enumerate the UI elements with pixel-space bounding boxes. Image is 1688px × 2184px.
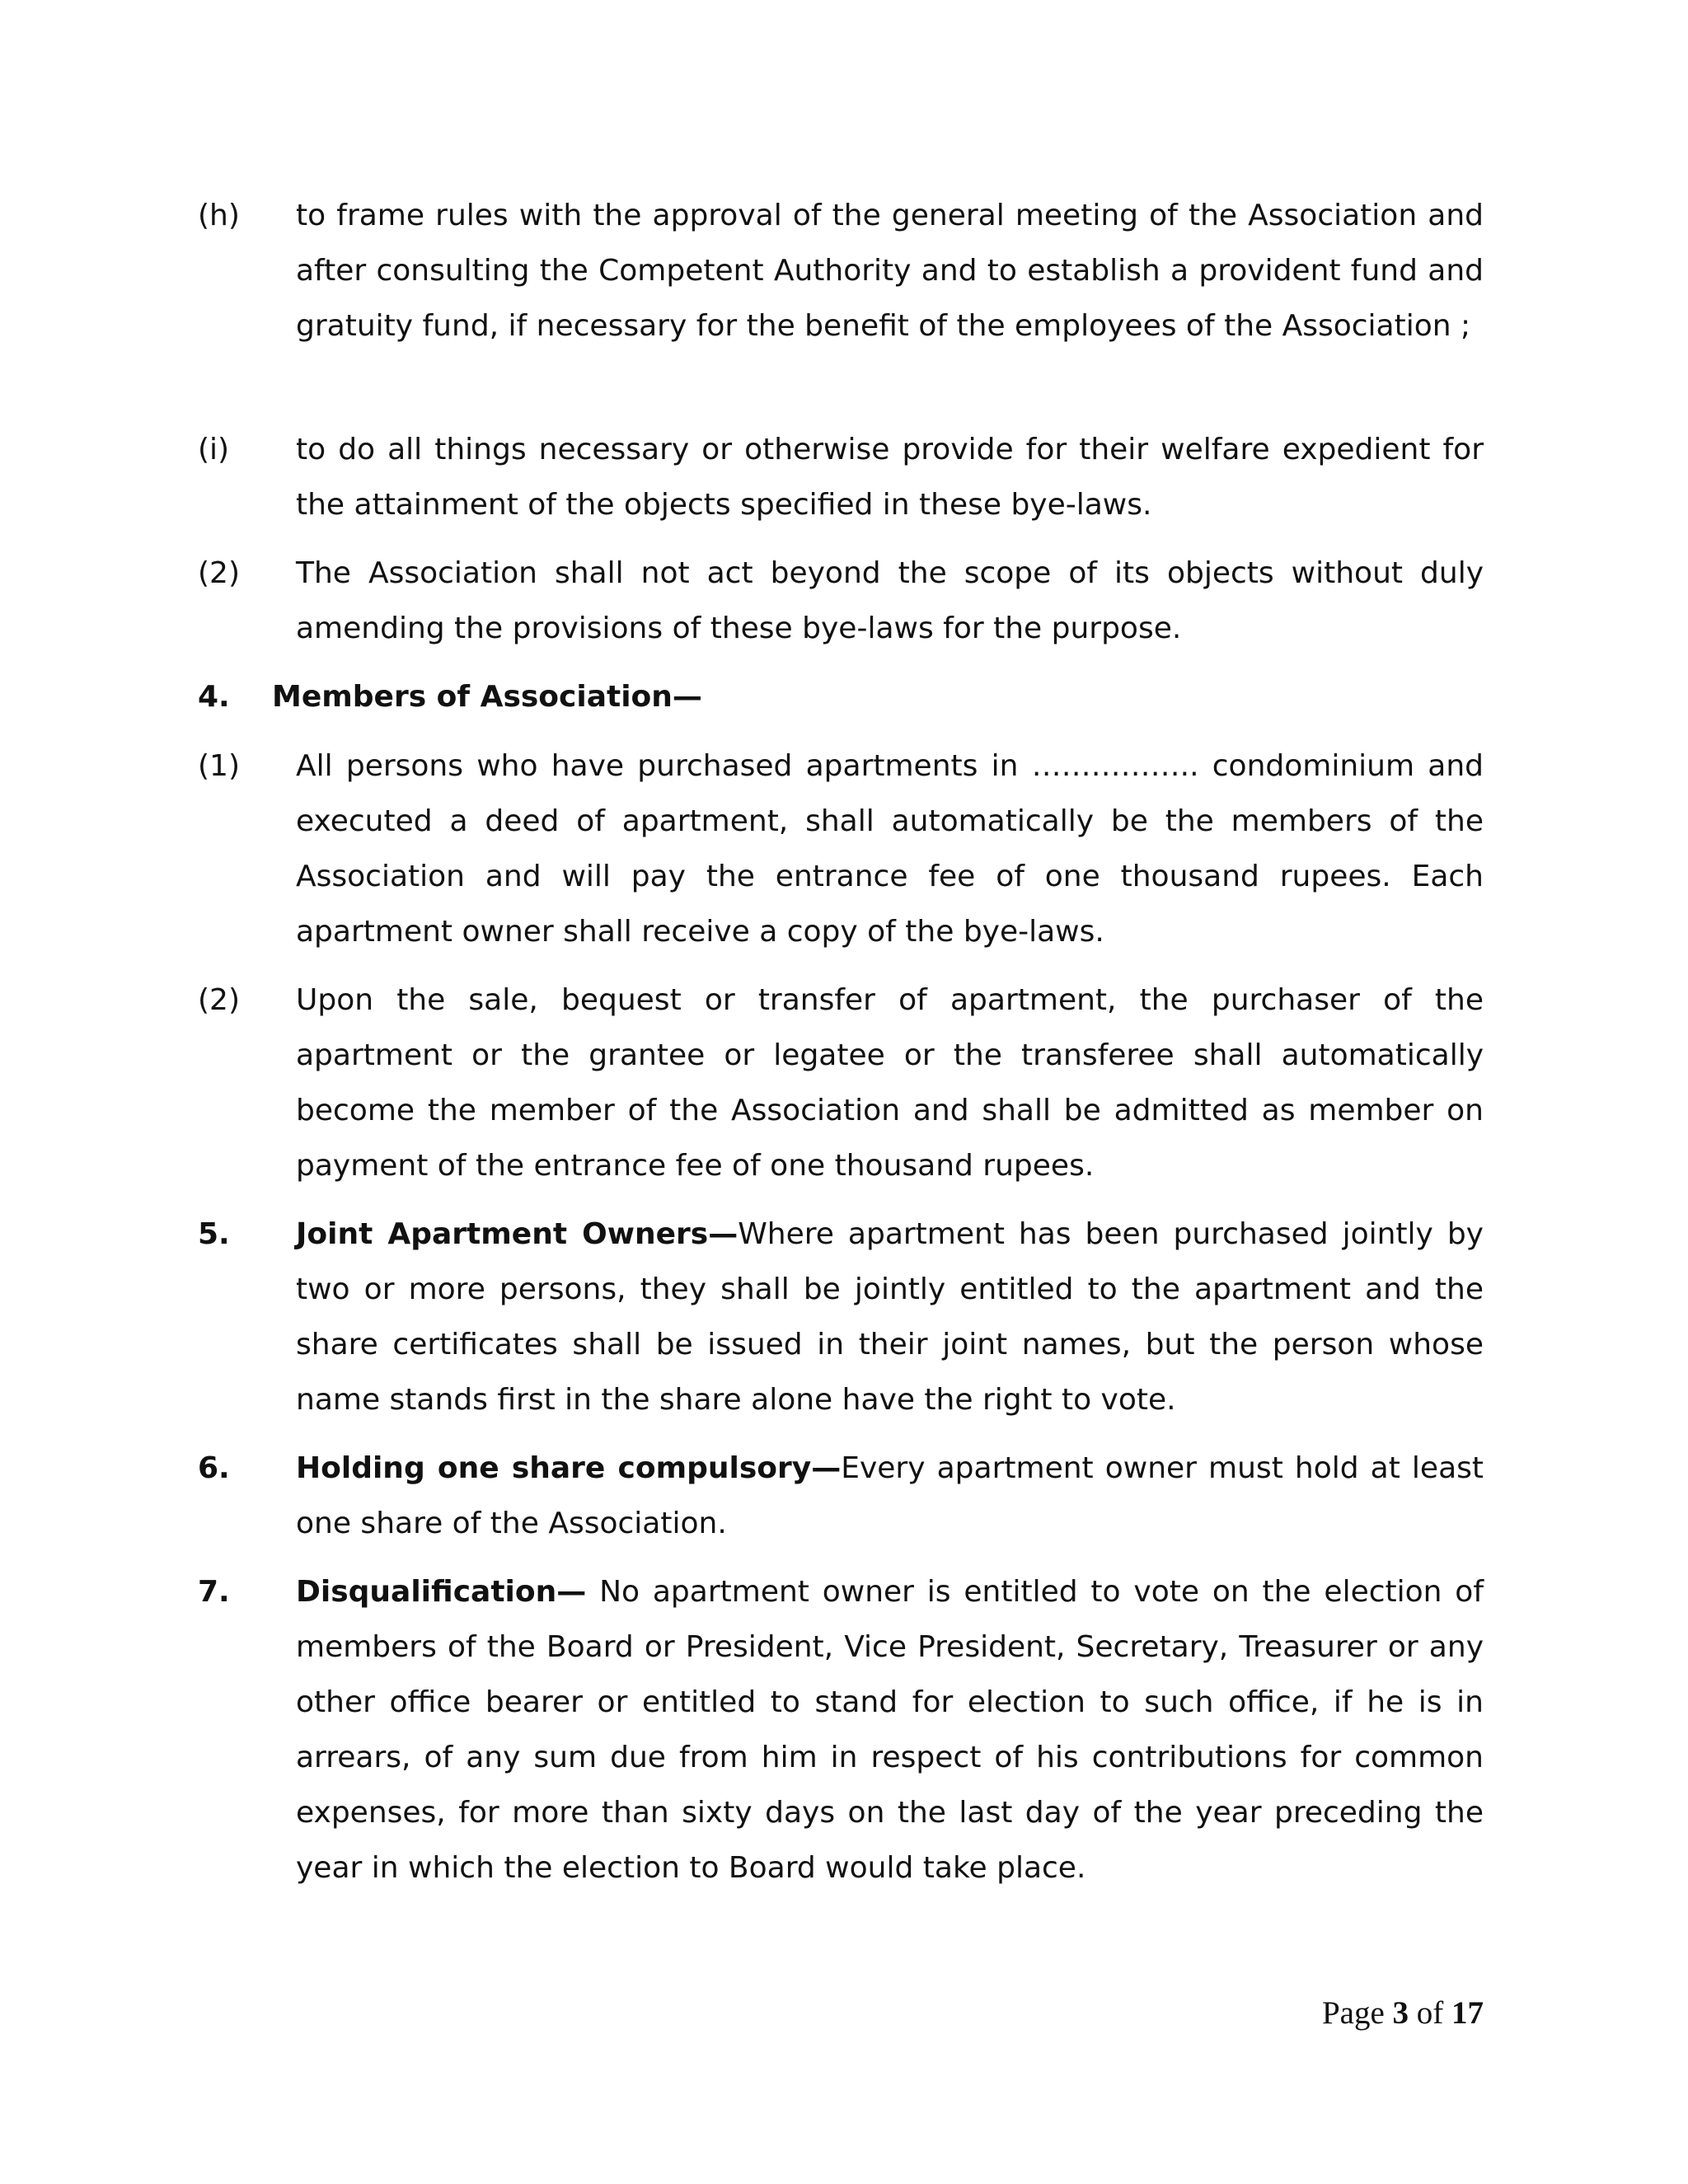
clause-i (198, 422, 1484, 532)
section-body (296, 1564, 1484, 1896)
clause-text: All persons who have purchased apartments in …………….. condominium and executed a deed of apartment, shall automatically be the members of the Association and will pay the entrance fee of one thousand rupees. Each apartment owner shall receive a copy of the bye-laws. (296, 749, 1484, 949)
section-title: Members of Association— (272, 680, 702, 714)
clause-label: (2) (198, 556, 240, 590)
page-number (1322, 1993, 1484, 2034)
current-page: 3 (1392, 1995, 1409, 2031)
clause-label: (h) (198, 199, 240, 232)
clause-text: to do all things necessary or otherwise provide for their welfare expedient for the attainment of the objects specified in these bye-laws. (296, 433, 1484, 522)
section-number: 6. (198, 1451, 230, 1485)
clause-2 (198, 546, 1484, 656)
section-text: Every apartment owner must hold at least one share of the Association. (296, 1451, 1484, 1540)
section-4-clause-1 (198, 738, 1484, 959)
section-7 (198, 1564, 1484, 1896)
section-6 (198, 1441, 1484, 1551)
section-body (296, 1441, 1484, 1551)
clause-text: The Association shall not act beyond the scope of its objects without duly amending the provisions of these bye-laws for the purpose. (296, 556, 1484, 645)
section-4-heading (198, 669, 1484, 724)
section-title: Holding one share compulsory— (296, 1451, 842, 1485)
clause-label: (1) (198, 749, 240, 783)
section-number: 7. (198, 1575, 230, 1609)
page-word: Page (1321, 1995, 1385, 2031)
clause-h (198, 188, 1484, 354)
clause-text: Upon the sale, bequest or transfer of apartment, the purchaser of the apartment or the grantee or legatee or the transferee shall automatically become the member of the Association and shall be admitted as member on payment of the entrance fee of one thousand rupees. (296, 983, 1484, 1183)
of-word: of (1416, 1995, 1444, 2031)
section-5 (198, 1207, 1484, 1427)
clause-label: (i) (198, 433, 230, 466)
section-text: Where apartment has been purchased jointly by two or more persons, they shall be jointly entitled to the apartment and the share certificates shall be issued in their joint names, but the person whose name stands first in the share alone have the right to vote. (296, 1217, 1484, 1417)
section-number: 4. (198, 680, 230, 714)
section-title: Disqualification— (296, 1575, 587, 1609)
section-title: Joint Apartment Owners— (296, 1217, 738, 1251)
section-4-clause-2 (198, 972, 1484, 1193)
clause-label: (2) (198, 983, 240, 1017)
section-number: 5. (198, 1217, 230, 1251)
total-pages: 17 (1451, 1995, 1484, 2031)
section-body (296, 1207, 1484, 1427)
clause-text: to frame rules with the approval of the general meeting of the Association and after consulting the Competent Authority and to establish a provident fund and gratuity fund, if necessary for the benefit of the employees of the Association ; (296, 199, 1484, 343)
section-text: No apartment owner is entitled to vote on the election of members of the Board or President, Vice President, Secretary, Treasurer or any other office bearer or entitled to stand for election to such office, if he is in arrears, of any sum due from him in respect of his contributions for common expenses, for more than sixty days on the last day of the year preceding the year in which the election to Board would take place. (296, 1575, 1484, 1885)
